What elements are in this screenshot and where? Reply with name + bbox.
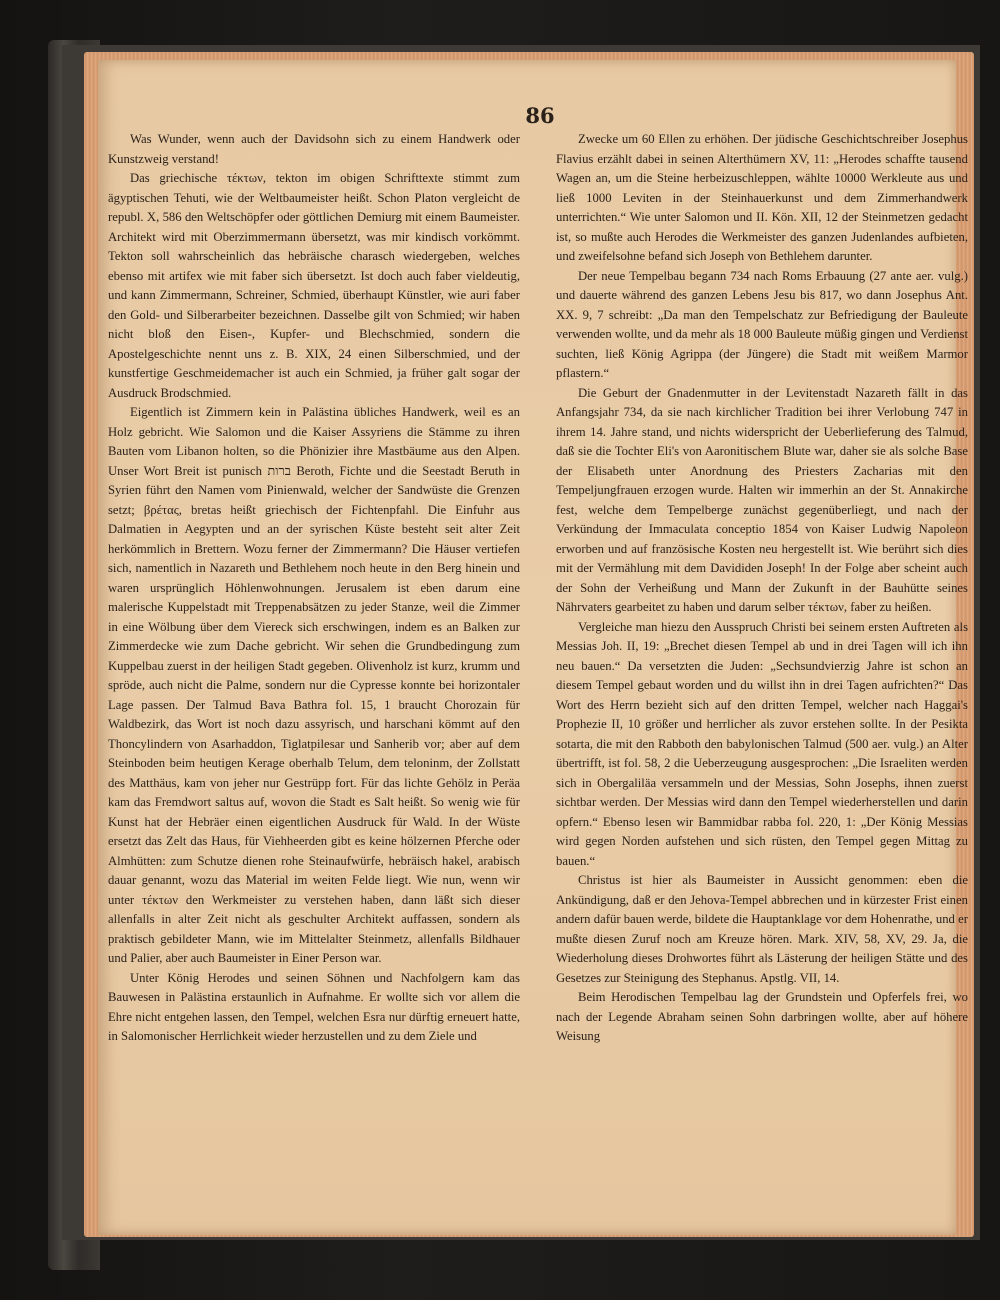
paragraph: Der neue Tempelbau begann 734 nach Roms Erbauung (27 ante aer. vulg.) und dauerte während des ganzen Lebens Jesu bis 817, wo dann Josephus Ant. XX. 9, 7 schreibt: „Da man den Tempelschatz zur Befriedigung der Bauleute verwenden wollte, und da mehr als 18 000 Bauleute müßig gingen und Verdienst suchten, ließ König Agrippa (der Jüngere) die Stadt mit weißem Marmor pflastern.“ <box>556 268 968 380</box>
paragraph: Vergleiche man hiezu den Ausspruch Christi bei seinem ersten Auftreten als Messias Joh. II, 19: „Brechet diesen Tempel ab und in drei Tagen will ich ihn neu bauen.“ Da versetzten die Juden: „Sechsundvierzig Jahre ist schon an diesem Tempel gebaut worden und du willst ihn in drei Tagen aufrichten?“ Das Wort des Herrn bezieht sich auf den dritten Tempel, welcher nach Haggai's Prophezie II, 10 größer und herrlicher als zuvor erstehen sollte. In der Pesikta sotarta, die mit den Rabboth den babylonischen Talmud (500 aer. vulg.) an Alter übertrifft, ist fol. 58, 2 die Ueberzeugung ausgesprochen: „Die Israeliten werden sich in Obergaliläa versammeln und der Messias, Sohn Josephs, ihnen zuerst sichtbar werden. Der Messias wird dann den Tempel wiederherstellen und darin opfern.“ Ebenso lesen wir Bammidbar rabba fol. 220, 1: „Der König Messias wird gegen Norden aufstehen und sich rüsten, den Tempel gegen Mittag zu bauen.“ <box>556 619 968 868</box>
paragraph: Was Wunder, wenn auch der Davidsohn sich zu einem Handwerk oder Kunstzweig verstand! <box>108 132 520 166</box>
paragraph: Eigentlich ist Zimmern kein in Palästina übliches Handwerk, weil es an Holz gebricht. Wie Salomon und die Kaiser Assyriens die Stämme zu ihren Bauten vom Libanon holten, so die Phönizier ihre Mastbäume aus den Alpen. Unser Wort Breit ist punisch ברות Beroth, Fichte und die Seestadt Beruth in Syrien führt den Namen vom Pinienwald, welcher der Sandwüste die Grenzen setzt; βρέτας, bretas heißt griechisch der Fichtenpfahl. Die Einfuhr aus Dalmatien in Aegypten und an der syrischen Küste besteht seit alter Zeit herkömmlich in Brettern. Wozu ferner der Zimmermann? Die Häuser vertiefen sich, namentlich in Nazareth und Bethlehem noch heute in den Berg hinein und waren ursprünglich Höhlenwohnungen. Jerusalem ist eben darum eine malerische Kuppelstadt mit Treppenabsätzen zu jeder Stanze, weil die Zimmer in eine Wölbung über dem Viereck sich erschwingen, indem es an Balken zur Zimmerdecke wie zum Dache gebricht. Wir sehen die Grundbedingung zum Kuppelbau zuerst in der heiligen Stadt gegeben. Olivenholz ist kurz, krumm und spröde, auch nicht die Palme, sondern nur die Cypresse konnte bei horizontaler Lage passen. Der Talmud Bava Bathra fol. 15, 1 braucht Chorozain für Waldbezirk, das Wort ist noch dazu assyrisch, und harschani kömmt auf den Thoncylindern von Asarhaddon, Tiglatpilesar und Sanherib vor; aber auf dem Steinboden beim heutigen Kerage oberhalb Telum, dem teloninm, der Zollstatt des Matthäus, kam von jeher nur Gestrüpp fort. Für das lichte Gehölz in Peräa kam das Fremdwort saltus auf, wovon die Stadt es Salt heißt. So wenig wie für Kunst hat der Hebräer einen eigentlichen Ausdruck für Wald. In der Wüste ersetzt das Zelt das Haus, für Viehheerden gibt es keine hölzernen Pferche oder Almhütten: zum Schutze dienen rohe Steinaufwürfe, hebräisch hakel, arabisch dauar genannt, wozu das Material im weiten Felde liegt. Wie nun, wenn wir unter τέκτων den Werkmeister zu verstehen haben, dann läßt sich dieser allenfalls in alter Zeit nicht als geschulter Architekt auffassen, sondern als praktisch gebildeter Mann, wie im Mittelalter Steinmetz, allenfalls Bildhauer und Palier, aber auch Baumeister in Einer Person war. <box>108 405 520 965</box>
paragraph: Das griechische τέκτων, tekton im obigen Schrifttexte stimmt zum ägyptischen Tehuti, wie der Weltbaumeister heißt. Schon Platon vergleicht de republ. X, 586 den Weltschöpfer oder göttlichen Demiurg mit einem Baumeister. Architekt wird mit Oberzimmermann übersetzt, was mir kindisch vorkömmt. Tekton soll wahrscheinlich das hebräische charasch wiedergeben, welches ebenso mit artifex wie mit faber sich übersetzt. Ist doch auch faber vieldeutig, und kann Zimmermann, Schreiner, Schmied, überhaupt Künstler, wie auri faber den Gold- und Silberarbeiter bezeichnen. Dasselbe gilt von Schmied; wir haben nicht bloß den Eisen-, Kupfer- und Blechschmied, sondern die Apostelgeschichte nennt uns z. B. XIX, 24 einen Silberschmied, und der kunstfertige Geschmeidemacher ist auch ein Schmied, ja früher galt sogar der Ausdruck Brodschmied. <box>108 171 520 400</box>
paragraph: Die Geburt der Gnadenmutter in der Levitenstadt Nazareth fällt in das Anfangsjahr 734, da sie nach kirchlicher Tradition bei ihrer Verlobung 747 in ihrem 14. Jahre stand, und nichts widerspricht der Ueberlieferung des Talmud, daß sie die Tochter Eli's von Aaronitischem Blute war, daher sie als solche Base der Elisabeth unter Anordnung des Priesters Zacharias mit den Tempeljungfrauen erzogen wurde. Halten wir immerhin an der St. Annakirche fest, welche dem Tempelberge zunächst gegenüberliegt, und nach der Verkündung der Immaculata conceptio 1854 von Kaiser Ludwig Napoleon erworben und auf französische Kosten neu hergestellt ist. Wie berührt sich dies mit der Vermählung mit dem Davididen Joseph! In der Folge aber scheint auch der Sohn der Verheißung und Mann der Zukunft in der Bauhütte seines Nährvaters gearbeitet zu haben und darum selber τέκτων, faber zu heißen. <box>556 385 968 614</box>
paragraph: Zwecke um 60 Ellen zu erhöhen. Der jüdische Geschichtschreiber Josephus Flavius erzählt dabei in seinen Alterthümern XV, 11: „Herodes schaffte tausend Wagen an, um die Steine herbeizuschleppen, wählte 10000 Werkleute aus und ließ 1000 Leviten in der Steinhauerkunst und dem Zimmerhandwerk unterrichten.“ Wie unter Salomon und II. Kön. XII, 12 der Steinmetzen gedacht ist, so mußte auch Herodes die Werkmeister des ganzen Judenlandes aufbieten, und zweifelsohne befand sich Joseph von Bethlehem darunter. <box>556 132 968 263</box>
paragraph: Christus ist hier als Baumeister in Aussicht genommen: eben die Ankündigung, daß er den Jehova-Tempel abbrechen und in kürzester Frist einen andern dafür bauen werde, bildete die Hauptanklage vor dem Hohenrathe, und er mußte diesen Zuruf noch am Kreuze hören. Mark. XIV, 58, XV, 29. Ja, die Wiederholung dieses Drohwortes führt als Lästerung der heiligen Stätte und des Gesetzes zur Steinigung des Stephanus. Apstlg. VII, 14. <box>556 873 968 985</box>
left-column <box>108 130 520 1175</box>
paragraph: Beim Herodischen Tempelbau lag der Grundstein und Opferfels frei, wo nach der Legende Abraham seinen Sohn darbringen wollte, aber auf höhere Weisung <box>556 990 968 1043</box>
page-number: 86 <box>525 103 555 128</box>
paragraph: Unter König Herodes und seinen Söhnen und Nachfolgern kam das Bauwesen in Palästina erstaunlich in Aufnahme. Er wollte sich vor allem die Ehre nicht entgehen lassen, den Tempel, welchen Esra nur dürftig erneuert hatte, in Salomonischer Herrlichkeit wieder herzustellen und zu dem Ziele und <box>108 970 520 1043</box>
right-column <box>556 130 968 1175</box>
